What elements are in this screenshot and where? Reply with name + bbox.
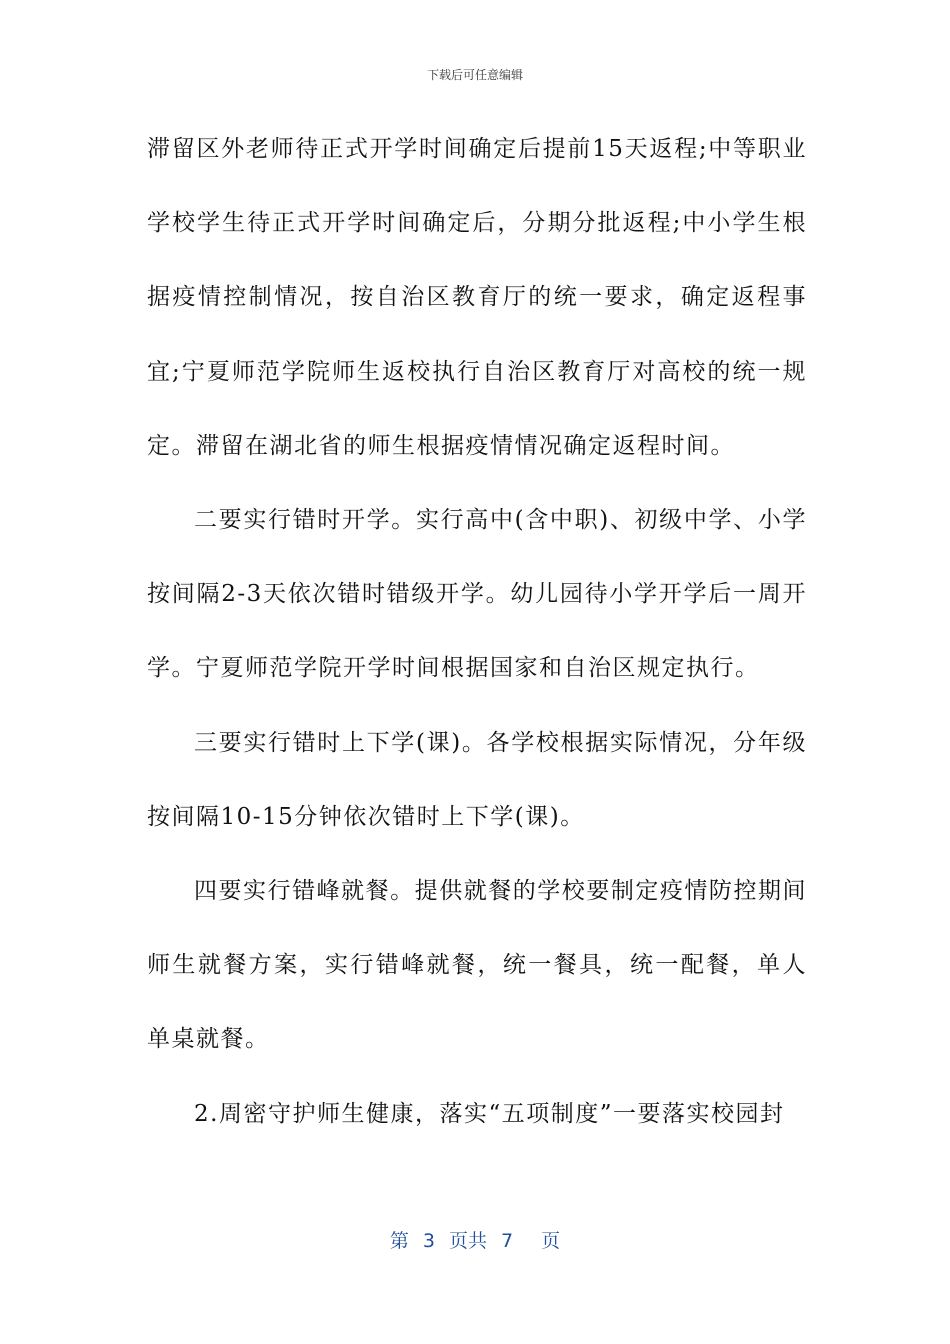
paragraph-health-protection: 2.周密守护师生健康，落实“五项制度”一要落实校园封 xyxy=(194,1100,785,1127)
footer-prefix: 第 xyxy=(389,1230,409,1252)
paragraph-staggered-opening: 二要实行错时开学。实行高中(含中职)、初级中学、小学按间隔2-3天依次错时错级开学。幼儿园待小学开学后一周开学。宁夏师范学院开学时间根据国家和自治区规定执行。 xyxy=(147,507,807,682)
footer-current-page: 3 xyxy=(422,1230,435,1252)
paragraph-continuation: 滞留区外老师待正式开学时间确定后提前15天返程;中等职业学校学生待正式开学时间确定后，分期分批返程;中小学生根据疫情控制情况，按自治区教育厅的统一要求，确定返程事宜;宁夏师范学院师生返校执行自治区教育厅对高校的统一规定。滞留在湖北省的师生根据疫情情况确定返程时间。 xyxy=(147,136,807,459)
document-body xyxy=(147,112,807,1151)
footer-total-pages: 7 xyxy=(501,1230,514,1252)
paragraph-staggered-classes: 三要实行错时上下学(课)。各学校根据实际情况，分年级按间隔10-15分钟依次错时上下学(课)。 xyxy=(147,729,807,830)
page-footer xyxy=(0,1226,950,1253)
footer-middle: 页共 xyxy=(448,1230,487,1252)
paragraph-staggered-meals: 四要实行错峰就餐。提供就餐的学校要制定疫情防控期间师生就餐方案，实行错峰就餐，统一餐具，统一配餐，单人单桌就餐。 xyxy=(147,878,807,1053)
page-header: 下载后可任意编辑 xyxy=(426,68,523,82)
footer-suffix: 页 xyxy=(541,1230,561,1252)
